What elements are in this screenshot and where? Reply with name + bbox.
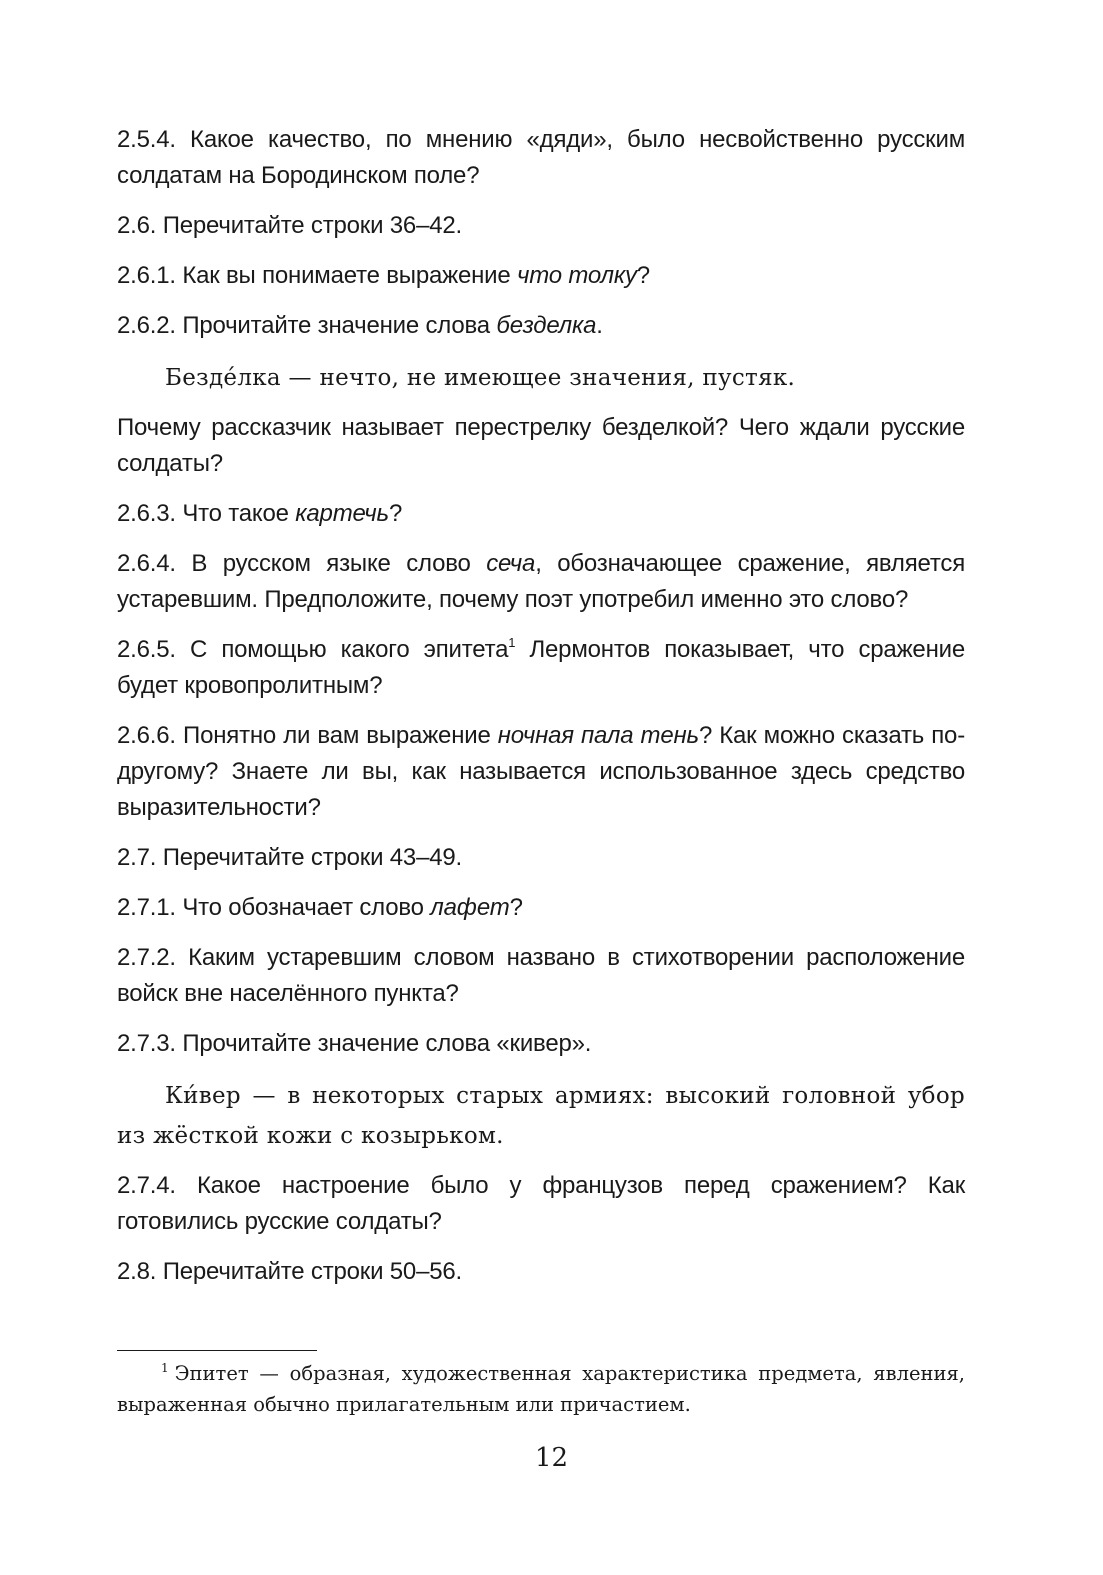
definition-bezdelka: Безде́лка — нечто, не имеющее значения, пустяк. <box>165 365 796 391</box>
page-body <box>117 122 965 1304</box>
question-2-6-2 <box>117 308 965 344</box>
section-2-6: 2.6. Перечитайте строки 36–42. <box>117 212 462 239</box>
question-text: 2.6.1. Как вы понимаете выражение <box>117 262 517 289</box>
question-bezdelka-why: Почему рассказчик называет перестрелку безделкой? Чего ждали русские солдаты? <box>117 414 965 477</box>
question-2-6-6 <box>117 718 965 826</box>
footnote-marker: 1 <box>161 1361 169 1375</box>
question-text: , обозначающее сражение, является устаревшим. Предположите, почему поэт употребил именно это слово? <box>117 550 965 613</box>
question-text: ? <box>388 500 403 527</box>
italic-term: картечь <box>295 500 389 527</box>
question-2-6-1 <box>117 258 965 294</box>
question-2-7-2: 2.7.2. Каким устаревшим словом названо в стихотворении расположение войск вне населённого пункта? <box>117 944 965 1007</box>
question-text: 2.6.2. Прочитайте значение слова <box>117 312 497 339</box>
question-text: 2.6.6. Понятно ли вам выражение <box>117 722 498 749</box>
italic-term: что толку <box>517 262 637 289</box>
definition-kiver: Ки́вер — в некоторых старых армиях: высокий головной убор из жёсткой кожи с козырьком. <box>117 1083 965 1149</box>
question-text: 2.7.1. Что обозначает слово <box>117 894 431 921</box>
question-2-6-4 <box>117 546 965 618</box>
section-2-8: 2.8. Перечитайте строки 50–56. <box>117 1258 462 1285</box>
question-2-7-1 <box>117 890 965 926</box>
question-2-6-5 <box>117 632 965 704</box>
italic-term: сеча <box>486 550 536 577</box>
question-text: 2.6.3. Что такое <box>117 500 296 527</box>
footnote-marker: 1 <box>508 635 516 650</box>
italic-term: безделка <box>496 312 597 339</box>
question-text: ? <box>636 262 650 289</box>
question-2-7-4: 2.7.4. Какое настроение было у французов перед сражением? Как готовились русские солдаты? <box>117 1172 965 1235</box>
footnote-separator <box>117 1350 317 1351</box>
footnote-text: Эпитет — образная, художественная характеристика предмета, явления, выраженная обычно прилагательным или причастием. <box>117 1362 965 1416</box>
page-number: 12 <box>534 1443 569 1473</box>
question-text: 2.6.4. В русском языке слово <box>117 550 487 577</box>
question-text: Лермонтов показывает, что сражение будет кровопролитным? <box>117 636 965 699</box>
question-text: . <box>596 312 603 339</box>
question-text: ? <box>509 894 523 921</box>
question-text: ? Как можно сказать по-другому? Знаете ли вы, как называется использованное здесь средство выразительности? <box>117 722 965 821</box>
question-text: 2.6.5. С помощью какого эпитета <box>117 636 509 663</box>
italic-term: лафет <box>430 894 510 921</box>
question-2-6-3 <box>117 496 965 532</box>
section-2-7: 2.7. Перечитайте строки 43–49. <box>117 844 462 871</box>
question-2-7-3: 2.7.3. Прочитайте значение слова «кивер». <box>117 1030 592 1057</box>
footnote <box>117 1358 965 1420</box>
italic-term: ночная пала тень <box>497 722 699 749</box>
question-2-5-4: 2.5.4. Какое качество, по мнению «дяди», было несвойственно русским солдатам на Бородинском поле? <box>117 126 965 189</box>
